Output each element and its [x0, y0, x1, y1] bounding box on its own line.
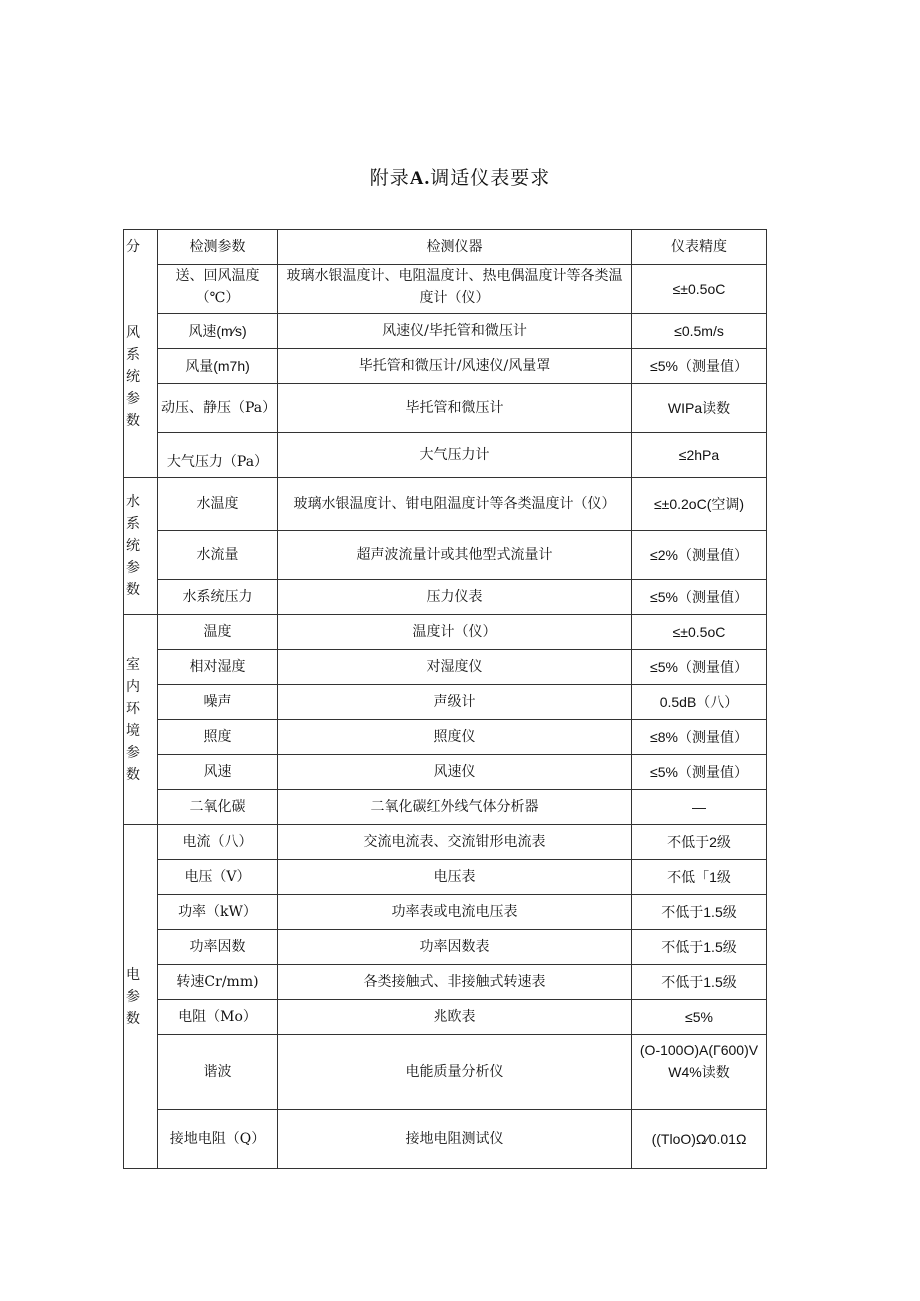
instrument-cell: 温度计（仪） [278, 615, 632, 650]
precision-cell: ≤2%（测量值） [632, 531, 767, 580]
title-suffix: 调适仪表要求 [430, 167, 551, 189]
header-category: 分 [126, 239, 141, 255]
param-cell: 功率因数 [158, 930, 278, 965]
table-row [124, 615, 767, 650]
precision-cell: ≤5% [632, 1000, 767, 1035]
title-bold: A. [409, 168, 431, 189]
table-row [124, 860, 767, 895]
precision-cell: ((TloO)Ω∕0.01Ω [632, 1110, 767, 1169]
table-row [124, 349, 767, 384]
precision-cell: ≤±0.2oC(空调) [632, 478, 767, 531]
precision-cell: ≤5%（测量值） [632, 755, 767, 790]
instrument-cell: 交流电流表、交流钳形电流表 [278, 825, 632, 860]
header-param: 检测参数 [158, 230, 278, 265]
category-water-system: 水系统参数 [124, 478, 158, 615]
page-title [0, 163, 920, 190]
table-row [124, 720, 767, 755]
category-air-system [124, 230, 158, 478]
precision-cell: 不低「1级 [632, 860, 767, 895]
instrument-cell: 玻璃水银温度计、电阻温度计、热电偶温度计等各类温度计（仪） [278, 265, 632, 314]
param-cell: 转速Cr∕mm) [158, 965, 278, 1000]
instrument-cell: 毕托管和微压计/风速仪/风量罩 [278, 349, 632, 384]
instrument-cell: 声级计 [278, 685, 632, 720]
precision-cell: ≤±0.5oC [632, 615, 767, 650]
table-row [124, 1035, 767, 1110]
param-cell: 送、回风温度（℃） [158, 265, 278, 314]
table-row [124, 790, 767, 825]
instrument-cell: 各类接触式、非接触式转速表 [278, 965, 632, 1000]
param-cell: 风量(m7h) [158, 349, 278, 384]
precision-cell: WIPa读数 [632, 384, 767, 433]
instrument-cell: 功率因数表 [278, 930, 632, 965]
table-row [124, 895, 767, 930]
param-cell: 二氧化碳 [158, 790, 278, 825]
instrument-cell: 二氧化碳红外线气体分析器 [278, 790, 632, 825]
param-cell: 噪声 [158, 685, 278, 720]
param-cell: 电流（八） [158, 825, 278, 860]
header-row [124, 230, 767, 265]
precision-cell: ≤0.5m/s [632, 314, 767, 349]
table-row [124, 930, 767, 965]
param-cell: 风速 [158, 755, 278, 790]
param-cell: 水温度 [158, 478, 278, 531]
instrument-cell: 压力仪表 [278, 580, 632, 615]
instrument-cell: 玻璃水银温度计、钳电阻温度计等各类温度计（仪） [278, 478, 632, 531]
precision-cell: ≤5%（测量值） [632, 580, 767, 615]
instrument-cell: 风速仪/毕托管和微压计 [278, 314, 632, 349]
precision-cell: 0.5dB（八） [632, 685, 767, 720]
table-row [124, 433, 767, 478]
precision-cell: ≤5%（测量值） [632, 650, 767, 685]
instrument-cell: 接地电阻测试仪 [278, 1110, 632, 1169]
instrument-cell: 功率表或电流电压表 [278, 895, 632, 930]
instrument-cell: 电能质量分析仪 [278, 1035, 632, 1110]
precision-cell: ≤5%（测量值） [632, 349, 767, 384]
param-cell: 相对湿度 [158, 650, 278, 685]
instrument-cell: 照度仪 [278, 720, 632, 755]
precision-cell: 不低于1.5级 [632, 895, 767, 930]
param-cell: 水系统压力 [158, 580, 278, 615]
table-row [124, 531, 767, 580]
instrument-cell: 兆欧表 [278, 1000, 632, 1035]
param-cell: 接地电阻（Q） [158, 1110, 278, 1169]
table-row [124, 384, 767, 433]
precision-cell: (O-100O)A(Γ600)VW4%读数 [632, 1035, 767, 1110]
precision-cell: 不低于1.5级 [632, 965, 767, 1000]
table-row [124, 478, 767, 531]
table-row [124, 580, 767, 615]
precision-cell: ≤±0.5oC [632, 265, 767, 314]
header-instrument: 检测仪器 [278, 230, 632, 265]
table-row [124, 1000, 767, 1035]
param-cell: 温度 [158, 615, 278, 650]
table-row [124, 1110, 767, 1169]
param-cell: 谐波 [158, 1035, 278, 1110]
param-cell: 风速(m∕s) [158, 314, 278, 349]
table-row [124, 314, 767, 349]
param-cell: 电阻（Mo） [158, 1000, 278, 1035]
param-cell: 动压、静压（Pa） [158, 384, 278, 433]
category-electrical: 电参数 [124, 825, 158, 1169]
instrument-cell: 大气压力计 [278, 433, 632, 478]
table-row [124, 825, 767, 860]
param-cell: 水流量 [158, 531, 278, 580]
precision-cell: 不低于1.5级 [632, 930, 767, 965]
table-row [124, 755, 767, 790]
precision-cell: ≤8%（测量值） [632, 720, 767, 755]
precision-cell: — [632, 790, 767, 825]
param-cell: 大气压力（Pa） [158, 433, 278, 478]
category-indoor-environment: 室内环境参数 [124, 615, 158, 825]
instrument-requirements-table [123, 229, 767, 1169]
precision-cell: 不低于2级 [632, 825, 767, 860]
param-cell: 功率（kW） [158, 895, 278, 930]
precision-cell: ≤2hPa [632, 433, 767, 478]
table-row [124, 965, 767, 1000]
header-precision: 仪表精度 [632, 230, 767, 265]
instrument-cell: 毕托管和微压计 [278, 384, 632, 433]
instrument-cell: 电压表 [278, 860, 632, 895]
param-cell: 照度 [158, 720, 278, 755]
instrument-cell: 风速仪 [278, 755, 632, 790]
title-prefix: 附录 [369, 167, 410, 189]
table-row [124, 265, 767, 314]
instrument-cell: 超声波流量计或其他型式流量计 [278, 531, 632, 580]
table-row [124, 650, 767, 685]
param-cell: 电压（V） [158, 860, 278, 895]
instrument-cell: 对湿度仪 [278, 650, 632, 685]
table-row [124, 685, 767, 720]
category-air-label: 风系统参数 [126, 325, 141, 429]
